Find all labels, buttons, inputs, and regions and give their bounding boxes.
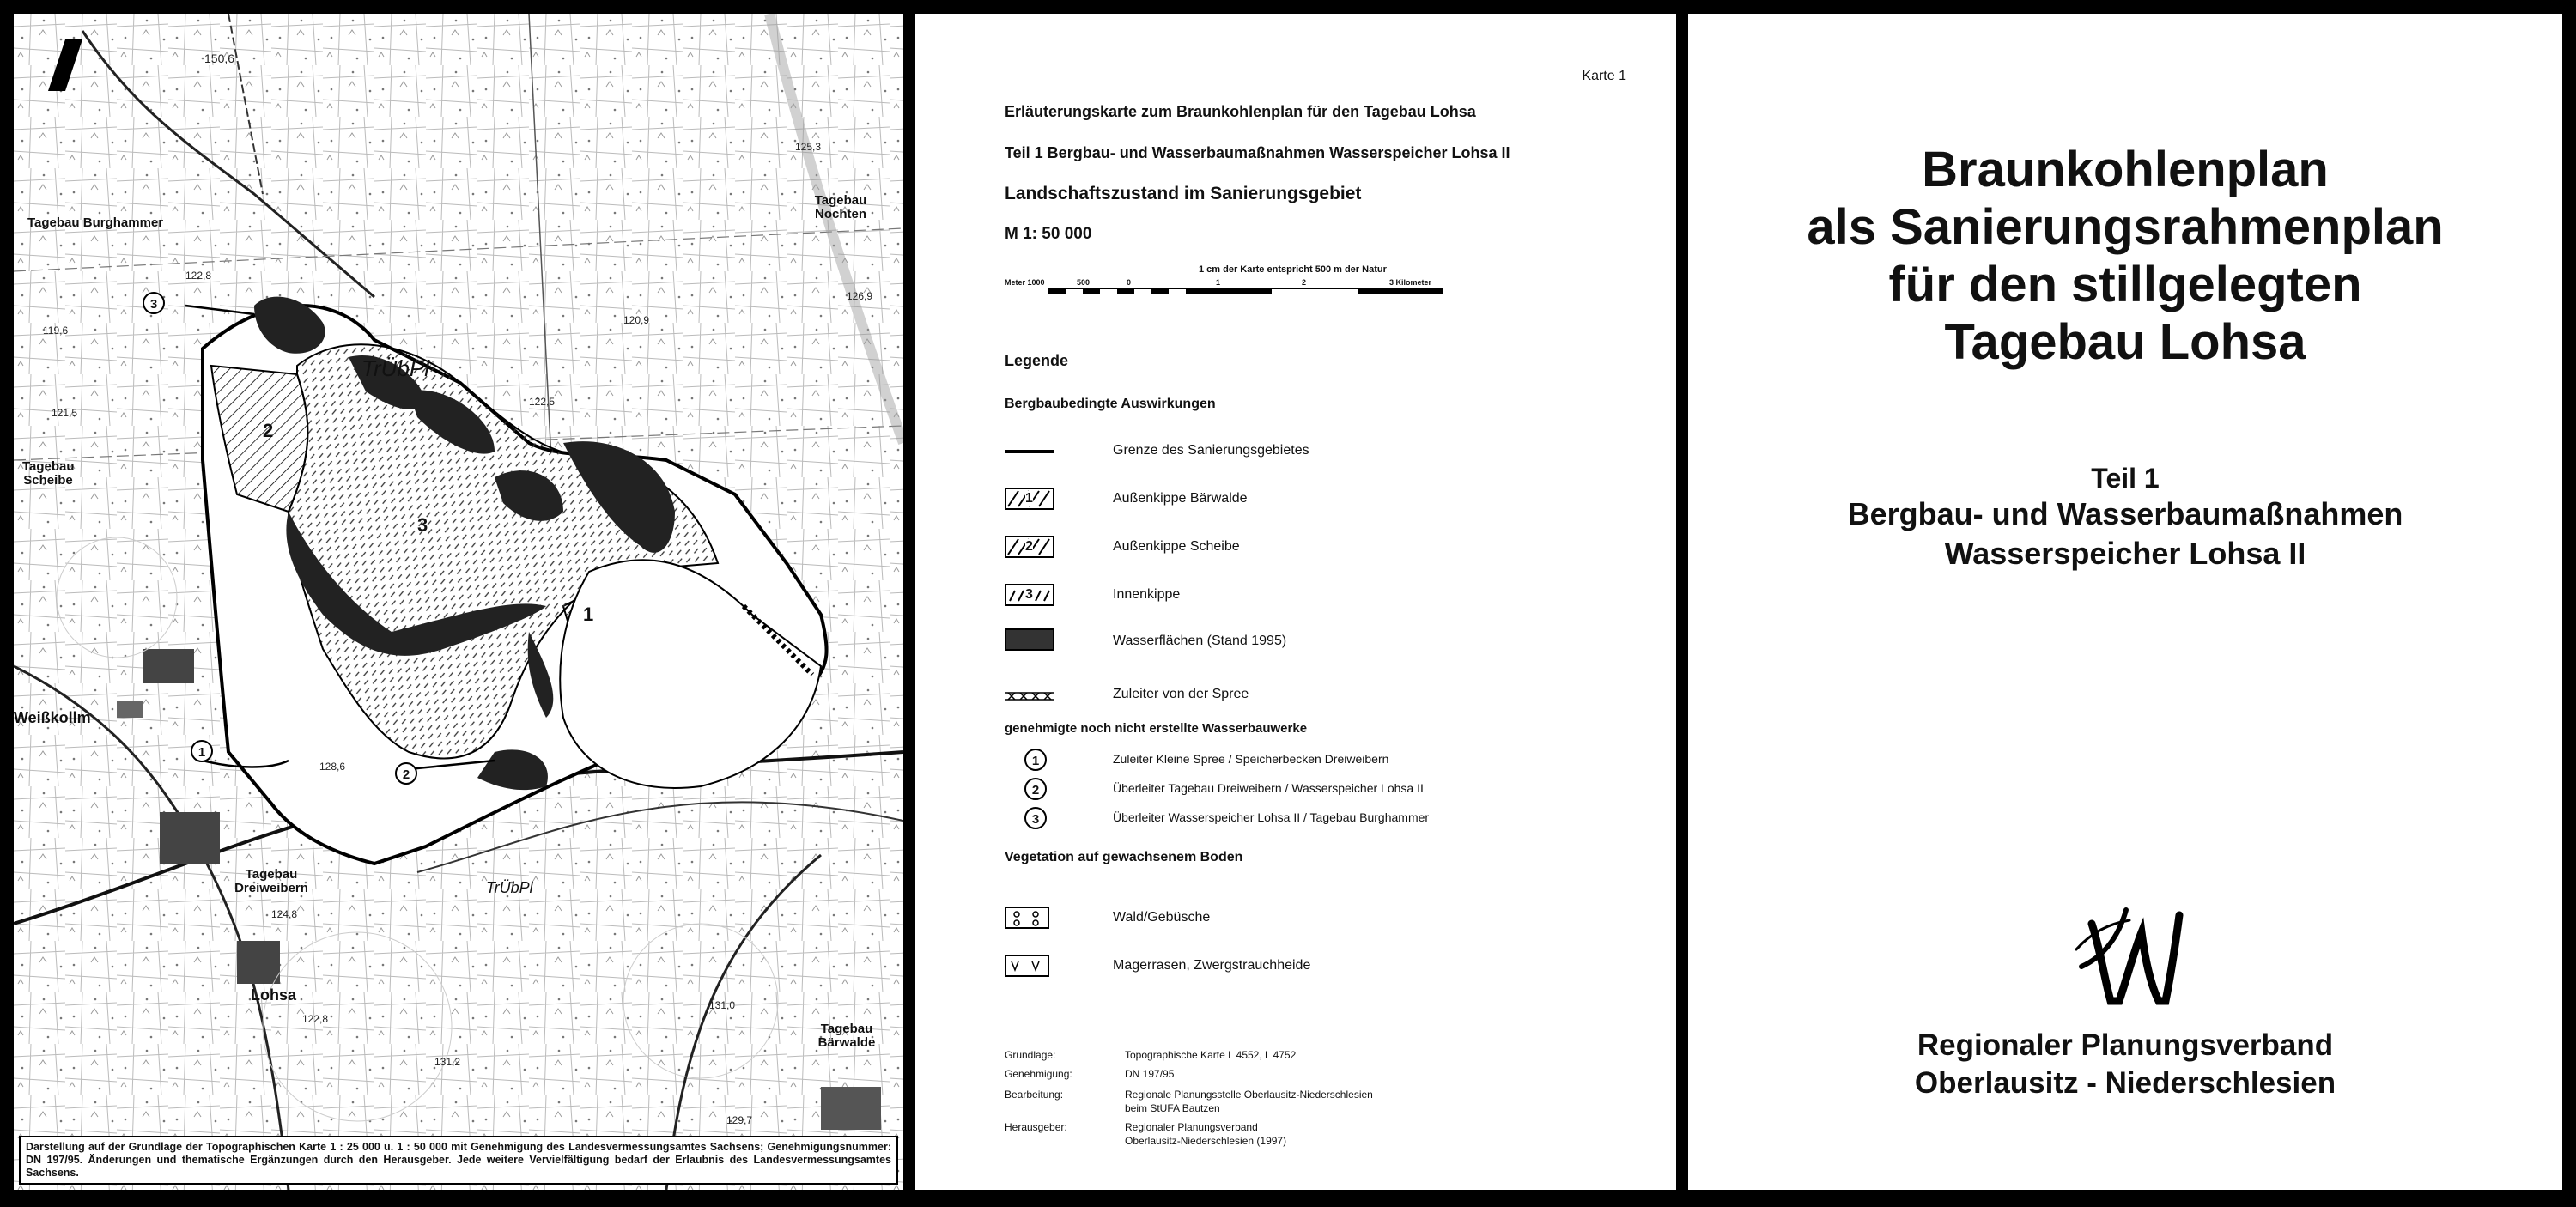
swatch-forest [1005,907,1049,929]
map-area-3: 3 [417,514,428,536]
waterworks-item-1: Zuleiter Kleine Spree / Speicherbecken Dreiweibern [1113,752,1389,766]
cover-title-line: als Sanierungsrahmenplan [1807,199,2444,255]
map-area-2: 2 [263,420,274,441]
footer-value: Regionale Planungsstelle Oberlausitz-Niederschlesien [1125,1089,1373,1101]
map-label-nochten: Tagebau Nochten [814,193,867,221]
map-label-truebpl-1: TrÜbPl [361,355,429,381]
waterworks-number-3: 3 [1024,807,1047,829]
map-label-weisskollm: Weißkollm [14,709,91,726]
map-label-truebpl-2: TrÜbPl [486,879,533,896]
scale-tick: 500 [1077,278,1091,287]
elevation-label: 120,9 [623,314,650,326]
elevation-label: 122,8 [302,1013,329,1025]
legend-item-boundary: Grenze des Sanierungsgebietes [1113,443,1309,458]
cover-title-line: für den stillgelegten [1888,257,2362,312]
topographic-map [14,14,903,1190]
swatch-heath [1005,955,1049,977]
elevation-label: 129,7 [726,1114,753,1126]
elevation-label: 131,0 [709,999,736,1011]
scale-tick: Meter 1000 [1005,278,1045,287]
map-label-burghammer: Tagebau Burghammer [27,215,164,230]
legend-item-scheibe: Außenkippe Scheibe [1113,539,1240,554]
footer-key: Grundlage: [1005,1049,1056,1061]
footer-value: Topographische Karte L 4552, L 4752 [1125,1049,1297,1061]
footer-key: Bearbeitung: [1005,1089,1064,1101]
map-label-lohsa: Lohsa [251,986,297,1004]
footer-value: DN 197/95 [1125,1068,1175,1080]
elevation-label: 126,9 [847,290,873,302]
elevation-label: 119,6 [43,324,69,337]
cover-title-line: Braunkohlenplan [1922,142,2329,197]
cover-subtitle-line: Bergbau- und Wasserbaumaßnahmen [1847,496,2403,531]
swatch-feeder [1005,690,1054,702]
elevation-label: 122,8 [185,270,212,282]
cover-org-line: Regionaler Planungsverband [1917,1028,2334,1062]
waterworks-item-2: Überleiter Tagebau Dreiweibern / Wasserspeicher Lohsa II [1113,781,1424,795]
map-label-scheibe: Tagebau Scheibe [22,459,75,488]
waterworks-number-2: 2 [1024,778,1047,800]
legend-title-2: Teil 1 Bergbau- und Wasserbaumaßnahmen Wasserspeicher Lohsa II [1005,144,1510,161]
elevation-label: 150,6 [204,52,235,65]
legend-scale: M 1: 50 000 [1005,225,1092,243]
cover-title-line: Tagebau Lohsa [1944,314,2306,370]
footer-key: Herausgeber: [1005,1121,1067,1133]
elevation-label: 124,8 [271,908,298,920]
section-mining: Bergbaubedingte Auswirkungen [1005,397,1216,411]
boundary-line-swatch [1005,450,1054,453]
legend-item-baerwalde: Außenkippe Bärwalde [1113,491,1248,506]
legend-title-3: Landschaftszustand im Sanierungsgebiet [1005,184,1362,203]
cover-subtitle-line: Wasserspeicher Lohsa II [1944,536,2306,571]
legend-panel [915,14,1676,1190]
legend-heading: Legende [1005,352,1069,369]
legend-item-innenkippe: Innenkippe [1113,587,1181,602]
scale-note: 1 cm der Karte entspricht 500 m der Natur [1199,264,1387,275]
scale-bar [1048,288,1443,294]
map-credit: Darstellung auf der Grundlage der Topographischen Karte 1 : 25 000 u. 1 : 50 000 mit Genehmigung des Landesvermessungsamtes Sachsens; Genehmigungsnummer: DN 197/95. Änderungen und thematische Ergänzungen durch den Herausgeber. Jede weitere Vervielfältigung bedarf der Erlaubnis des Landesvermessungsamtes Sachsens. [19,1136,898,1185]
elevation-label: 121,5 [52,407,78,419]
map-circle-1: 1 [191,740,213,762]
map-circle-3: 3 [143,292,165,314]
footer-key: Genehmigung: [1005,1068,1072,1080]
cover-teil: Teil 1 [2091,463,2160,494]
map-label-baerwalde: Tagebau Bärwalde [817,1022,876,1050]
swatch-innenkippe: 3 [1005,584,1054,606]
swatch-water [1005,628,1054,651]
waterworks-number-1: 1 [1024,749,1047,771]
map-panel [14,14,903,1190]
scale-tick: 2 [1302,278,1307,287]
legend-item-heath: Magerrasen, Zwergstrauchheide [1113,958,1311,973]
footer-value: Regionaler Planungsverband [1125,1121,1258,1133]
swatch-scheibe: 2 [1005,536,1054,558]
scale-tick: 1 [1216,278,1221,287]
elevation-label: 131,2 [434,1056,461,1068]
cover-org-line: Oberlausitz - Niederschlesien [1914,1066,2336,1100]
elevation-label: 128,6 [319,761,346,773]
swatch-baerwalde: 1 [1005,488,1054,510]
waterworks-item-3: Überleiter Wasserspeicher Lohsa II / Tagebau Burghammer [1113,810,1430,824]
scale-tick: 0 [1127,278,1132,287]
footer-value: Oberlausitz-Niederschlesien (1997) [1125,1135,1287,1147]
map-circle-2: 2 [395,762,417,785]
map-area-1: 1 [583,604,594,625]
section-waterworks: genehmigte noch nicht erstellte Wasserbauwerke [1005,721,1308,736]
legend-title-1: Erläuterungskarte zum Braunkohlenplan für den Tagebau Lohsa [1005,103,1476,120]
elevation-label: 125,3 [795,141,822,153]
map-label-dreiweibern: Tagebau Dreiweibern [234,867,308,895]
legend-item-forest: Wald/Gebüsche [1113,910,1211,925]
footer-value: beim StUFA Bautzen [1125,1102,1220,1114]
section-vegetation: Vegetation auf gewachsenem Boden [1005,850,1243,864]
planungsverband-logo [2066,898,2186,1018]
cover-panel [1688,14,2562,1190]
legend-item-water: Wasserflächen (Stand 1995) [1113,634,1287,648]
karte-number: Karte 1 [1582,69,1626,83]
legend-item-feeder: Zuleiter von der Spree [1113,687,1249,701]
scale-tick: 3 Kilometer [1389,278,1432,287]
elevation-label: 122,5 [529,396,556,408]
